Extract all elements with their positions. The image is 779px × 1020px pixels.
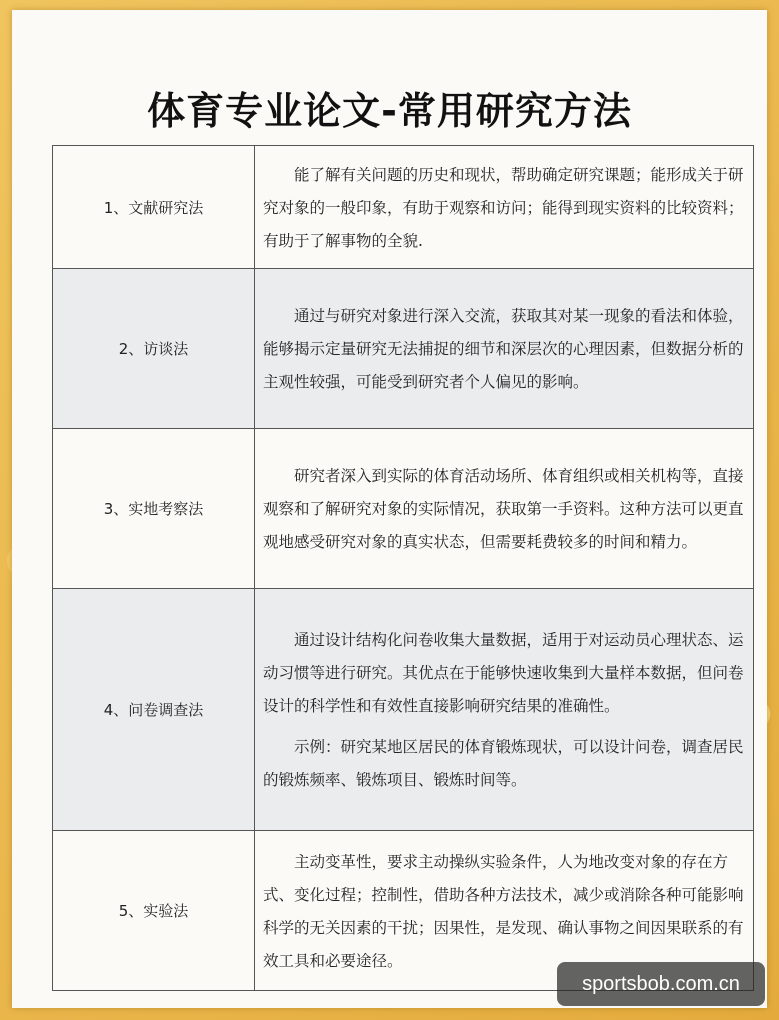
page-title: 体育专业论文-常用研究方法 [147, 89, 632, 133]
table-row [53, 146, 754, 269]
document-sheet [12, 10, 767, 1008]
method-name: 3、实地考察法 [53, 429, 255, 589]
method-name: 4、问卷调查法 [53, 589, 255, 831]
site-watermark: sportsbob.com.cn [557, 962, 765, 1006]
table-row [53, 589, 754, 831]
description-paragraph: 主动变革性，要求主动操纵实验条件，人为地改变对象的存在方式、变化过程；控制性，借助各种方法技术，减少或消除各种可能影响科学的无关因素的干扰；因果性，是发现、确认事物之间因果联系的有效工具和必要途径。 [263, 852, 744, 970]
method-description [255, 589, 754, 831]
example-paragraph: 示例：研究某地区居民的体育锻炼现状，可以设计问卷，调查居民的锻炼频率、锻炼项目、锻炼时间等。 [263, 738, 744, 789]
method-description [255, 269, 754, 429]
description-paragraph: 能了解有关问题的历史和现状，帮助确定研究课题；能形成关于研究对象的一般印象，有助于观察和访问；能得到现实资料的比较资料；有助于了解事物的全貌. [263, 165, 744, 250]
method-name: 2、访谈法 [53, 269, 255, 429]
table-row [53, 429, 754, 589]
method-description [255, 146, 754, 269]
method-description [255, 429, 754, 589]
method-name: 5、实验法 [53, 831, 255, 991]
description-paragraph: 研究者深入到实际的体育活动场所、体育组织或相关机构等，直接观察和了解研究对象的实际情况，获取第一手资料。这种方法可以更直观地感受研究对象的真实状态，但需要耗费较多的时间和精力。 [263, 467, 744, 551]
table-row [53, 269, 754, 429]
description-paragraph: 通过与研究对象进行深入交流，获取其对某一现象的看法和体验，能够揭示定量研究无法捕捉的细节和深层次的心理因素，但数据分析的主观性较强，可能受到研究者个人偏见的影响。 [263, 307, 744, 391]
method-name: 1、文献研究法 [53, 146, 255, 269]
methods-table [52, 145, 754, 991]
description-paragraph: 通过设计结构化问卷收集大量数据，适用于对运动员心理状态、运动习惯等进行研究。其优点在于能够快速收集到大量样本数据，但问卷设计的科学性和有效性直接影响研究结果的准确性。 [263, 631, 744, 715]
